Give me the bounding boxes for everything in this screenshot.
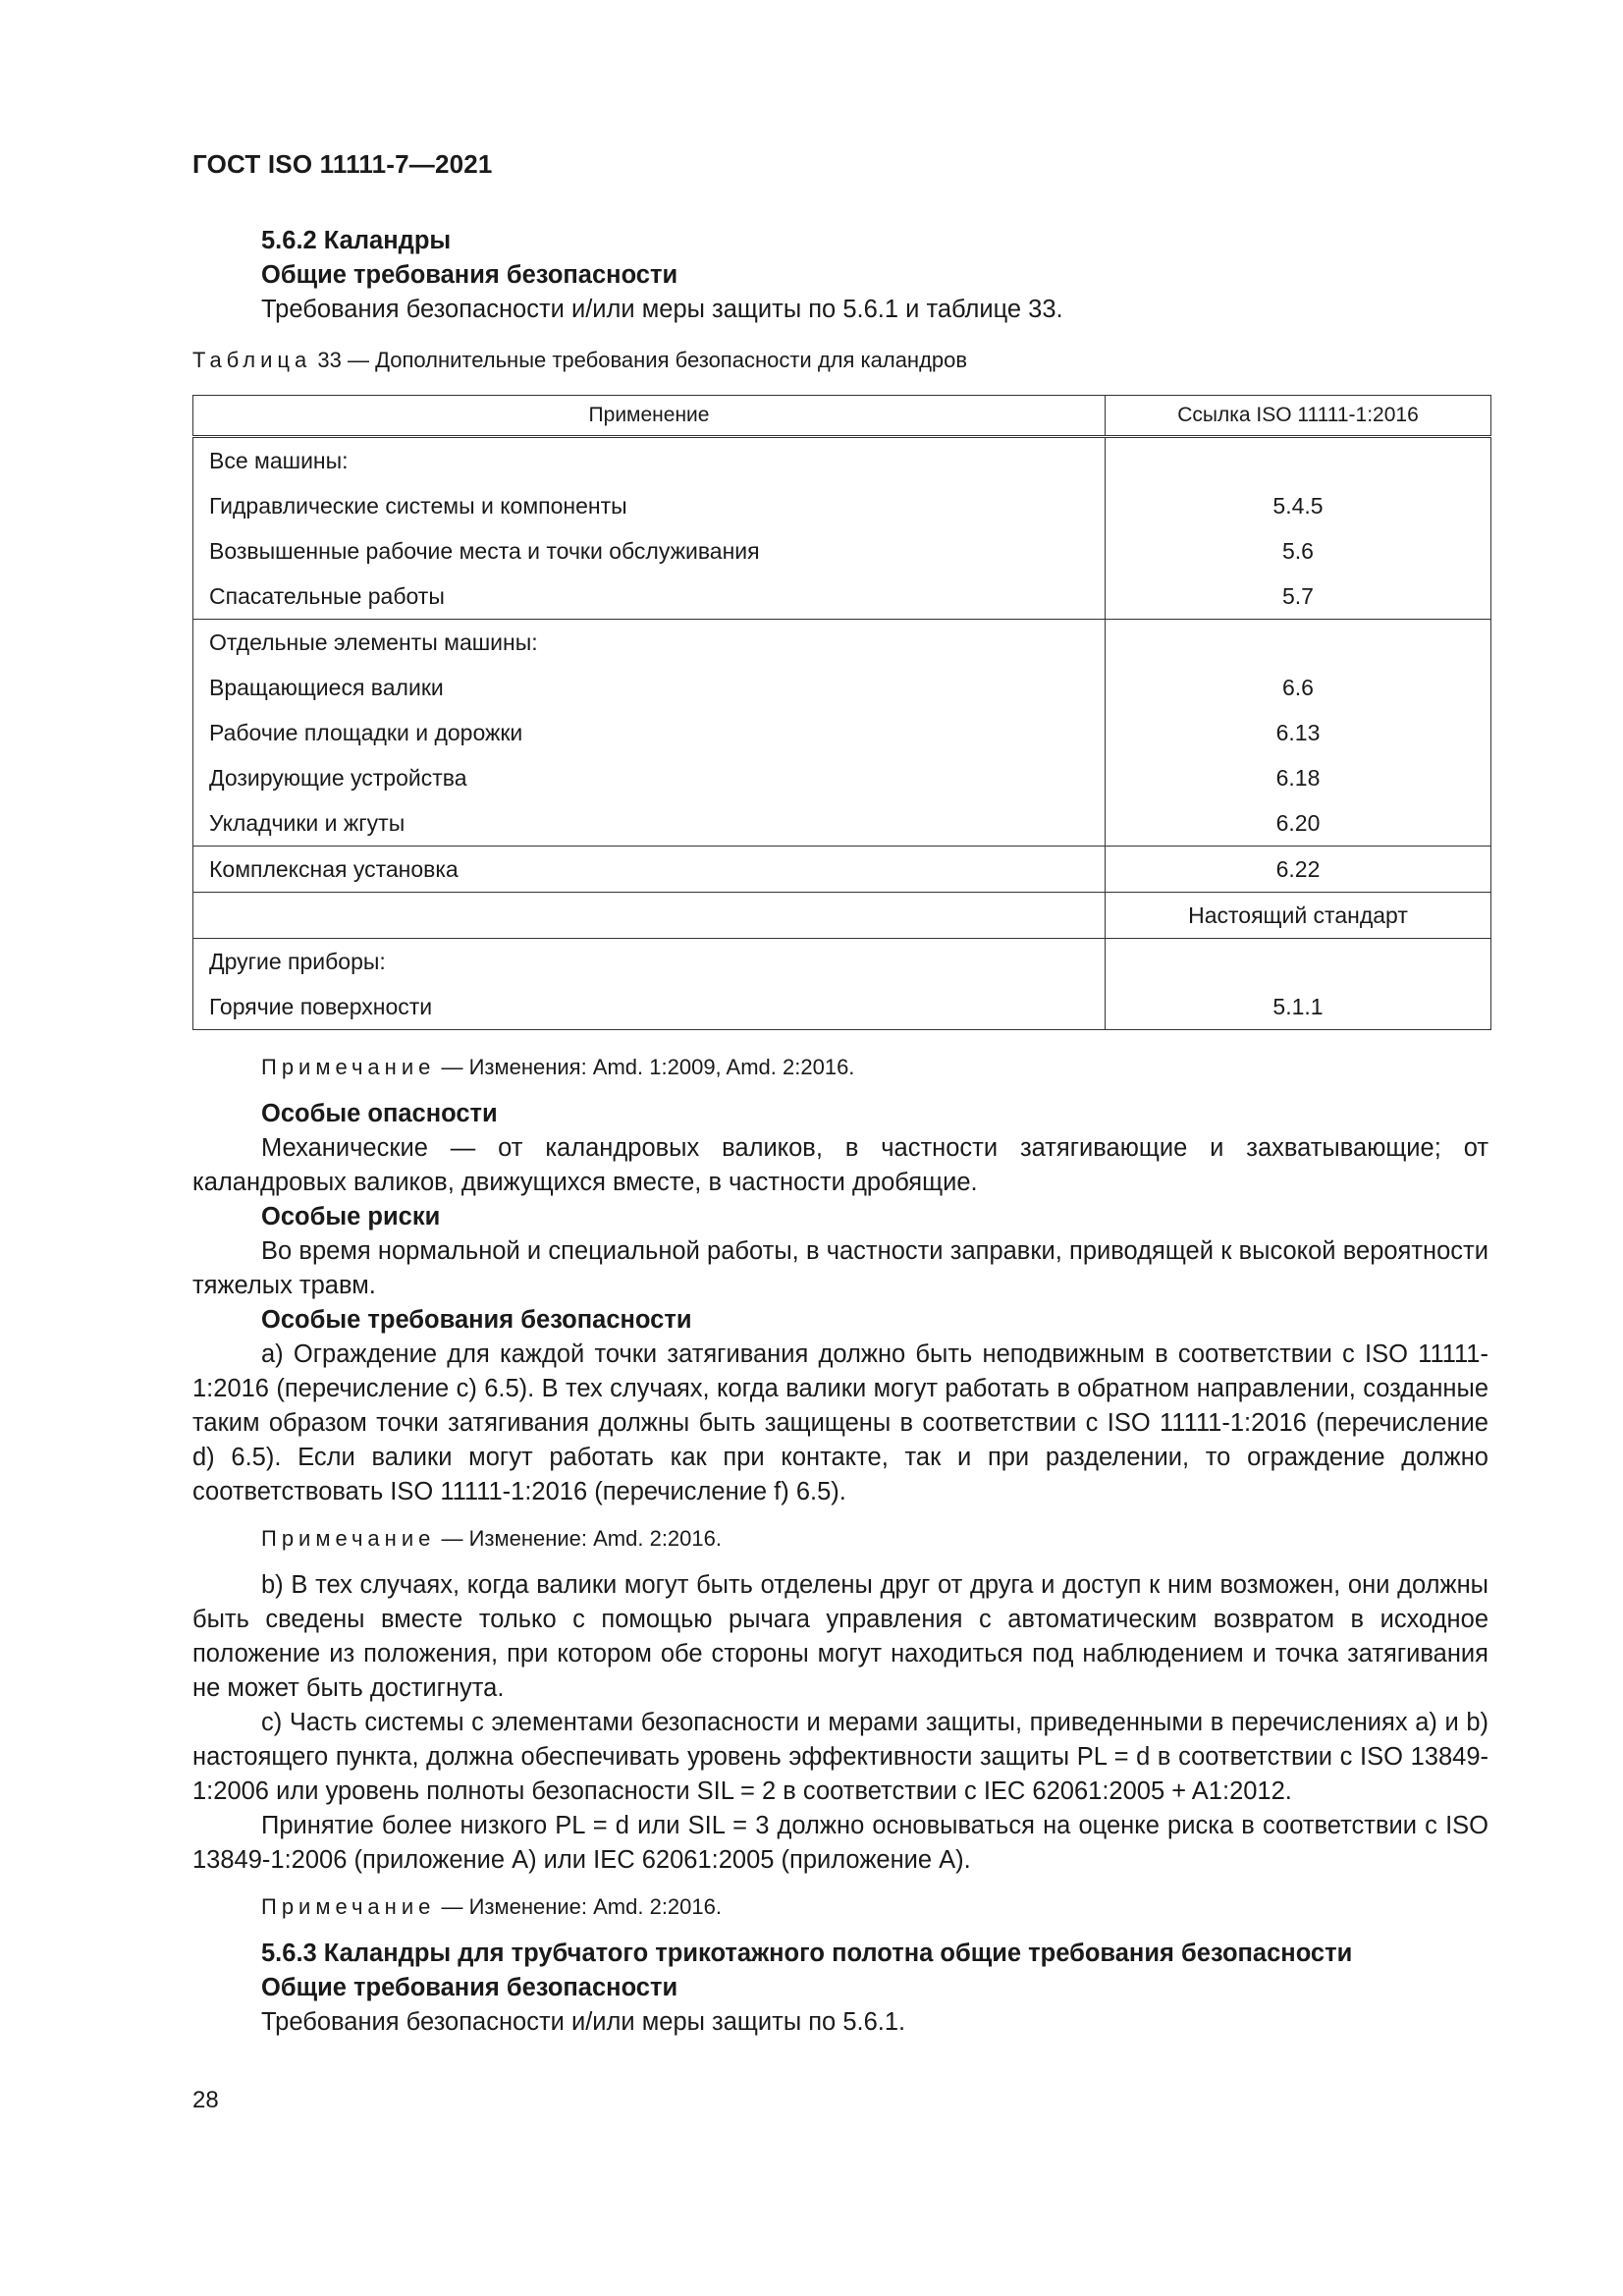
requirement-item-b: b) В тех случаях, когда валики могут быть отделены друг от друга и доступ к ним возможен, они должны быть сведены вместе только с помощью рычага управления с автоматическим возвратом в исходное положение из положения, при котором обе стороны могут находиться под наблюдением и точка затягивания не может быть достигнута. <box>192 1571 1488 1702</box>
general-requirements-text: Требования безопасности и/или меры защиты по 5.6.1 и таблице 33. <box>261 296 1063 323</box>
table-cell-reference: 6.13 <box>1106 710 1491 755</box>
requirement-note-1 <box>192 1523 1488 1555</box>
table-cell-reference: 5.7 <box>1106 574 1491 620</box>
table-row <box>193 847 1491 893</box>
table-note-label: Примечание <box>261 1055 436 1079</box>
table-cell-application: Возвышенные рабочие места и точки обслуживания <box>193 528 1106 574</box>
column-header-application: Применение <box>193 396 1106 437</box>
table-cell-reference <box>1106 939 1491 985</box>
table-group <box>193 939 1491 1030</box>
table-cell-reference: 6.20 <box>1106 800 1491 847</box>
table-cell-reference: 6.18 <box>1106 755 1491 800</box>
table-caption-label: Таблица <box>192 348 312 372</box>
table-row <box>193 800 1491 847</box>
table-group <box>193 847 1491 893</box>
risks-text: Во время нормальной и специальной работы, в частности заправки, приводящей к высокой вероятности тяжелых травм. <box>192 1237 1488 1299</box>
table-group <box>193 893 1491 939</box>
requirement-note-1-label: Примечание <box>261 1526 436 1551</box>
table-row <box>193 984 1491 1030</box>
page-body <box>192 224 1488 2040</box>
page-number: 28 <box>192 2087 219 2113</box>
special-requirements-title: Особые требования безопасности <box>261 1306 692 1334</box>
requirement-note-2-label: Примечание <box>261 1894 436 1919</box>
table-row <box>193 574 1491 620</box>
general-requirements-title-5-6-3: Общие требования безопасности <box>261 1974 678 2001</box>
requirement-item-c-continuation: Принятие более низкого PL = d или SIL = 3 должно основываться на оценке риска в соответствии с ISO 13849-1:2006 (приложение А) или IEC 62061:2005 (приложение А). <box>192 1812 1488 1874</box>
table-cell-application: Спасательные работы <box>193 574 1106 620</box>
hazards-title: Особые опасности <box>261 1100 498 1127</box>
requirement-item-a: а) Ограждение для каждой точки затягивания должно быть неподвижным в соответствии с ISO 11111-1:2016 (перечисление с) 6.5). В тех случаях, когда валики могут работать в обратном направлении, созданные таким образом точки затягивания должны быть защищены в соответствии с ISO 11111-1:2016 (перечисление d) 6.5). Если валики могут работать как при контакте, так и при разделении, то ограждение должно соответствовать ISO 11111-1:2016 (перечисление f) 6.5). <box>192 1340 1488 1505</box>
table-cell-reference: 5.6 <box>1106 528 1491 574</box>
requirements-table <box>192 395 1491 1030</box>
requirement-item-c: с) Часть системы с элементами безопасности и мерами защиты, приведенными в перечислениях а) и b) настоящего пункта, должна обеспечивать уровень эффективности защиты PL = d в соответствии с ISO 13849-1:2006 или уровень полноты безопасности SIL = 2 в соответствии с IEC 62061:2005 + A1:2012. <box>192 1709 1488 1805</box>
table-cell-application: Горячие поверхности <box>193 984 1106 1030</box>
table-cell-application: Отдельные элементы машины: <box>193 620 1106 666</box>
table-cell-reference: 6.22 <box>1106 847 1491 893</box>
table-row <box>193 665 1491 710</box>
table-row <box>193 755 1491 800</box>
table-note-text: — Изменения: Amd. 1:2009, Amd. 2:2016. <box>441 1055 855 1079</box>
table-caption <box>192 343 1488 377</box>
document-code-header: ГОСТ ISO 11111-7—2021 <box>192 149 493 179</box>
hazards-text: Механические — от каландровых валиков, в частности затягивающие и захватывающие; от каландровых валиков, движущихся вместе, в частности дробящие. <box>192 1134 1488 1196</box>
table-cell-reference: 5.1.1 <box>1106 984 1491 1030</box>
table-cell-application: Укладчики и жгуты <box>193 800 1106 847</box>
table-caption-text: 33 — Дополнительные требования безопасности для каландров <box>317 348 968 372</box>
table-cell-application: Комплексная установка <box>193 847 1106 893</box>
table-cell-reference <box>1106 620 1491 666</box>
requirement-note-2 <box>192 1891 1488 1923</box>
risks-title: Особые риски <box>261 1203 441 1230</box>
table-row <box>193 710 1491 755</box>
requirement-note-2-text: — Изменение: Amd. 2:2016. <box>441 1894 722 1919</box>
table-cell-application: Вращающиеся валики <box>193 665 1106 710</box>
table-row <box>193 528 1491 574</box>
table-cell-reference <box>1106 437 1491 484</box>
section-heading-5-6-3: 5.6.3 Каландры для трубчатого трикотажного полотна общие требования безопасности <box>261 1940 1353 1967</box>
table-cell-application: Все машины: <box>193 437 1106 484</box>
table-cell-reference: 5.4.5 <box>1106 483 1491 528</box>
requirement-note-1-text: — Изменение: Amd. 2:2016. <box>441 1526 722 1551</box>
table-row <box>193 939 1491 985</box>
table-cell-application: Рабочие площадки и дорожки <box>193 710 1106 755</box>
table-row <box>193 893 1491 939</box>
table-group <box>193 620 1491 847</box>
table-cell-application: Гидравлические системы и компоненты <box>193 483 1106 528</box>
table-cell-application: Другие приборы: <box>193 939 1106 985</box>
column-header-reference: Ссылка ISO 11111-1:2016 <box>1106 396 1491 437</box>
general-requirements-title: Общие требования безопасности <box>261 261 678 289</box>
table-row <box>193 437 1491 484</box>
general-requirements-text-5-6-3: Требования безопасности и/или меры защиты по 5.6.1. <box>261 2008 906 2036</box>
table-cell-reference: Настоящий стандарт <box>1106 893 1491 939</box>
table-group <box>193 437 1491 620</box>
table-note <box>192 1052 1488 1083</box>
table-cell-application: Дозирующие устройства <box>193 755 1106 800</box>
table-header-row <box>193 396 1491 437</box>
table-row <box>193 620 1491 666</box>
section-heading-5-6-2: 5.6.2 Каландры <box>261 227 452 254</box>
table-cell-application <box>193 893 1106 939</box>
table-cell-reference: 6.6 <box>1106 665 1491 710</box>
table-row <box>193 483 1491 528</box>
